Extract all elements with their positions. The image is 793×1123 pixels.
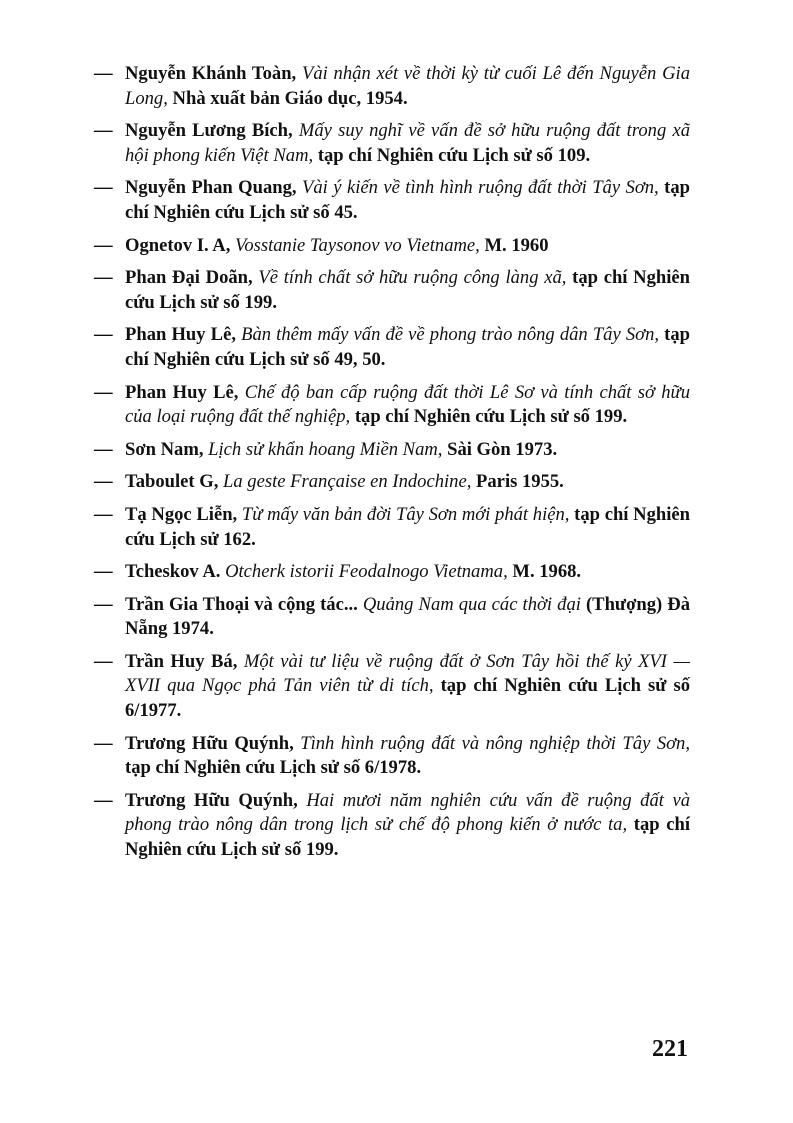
entry-author: Trương Hữu Quýnh, [125, 732, 294, 754]
bibliography-list [94, 62, 690, 871]
entry-title: Chế độ ban cấp ruộng đất thời Lê Sơ và tính chất sở hữu của loại ruộng đất thế nghiệp, [125, 381, 690, 428]
bibliography-entry [94, 470, 690, 495]
entry-dash: — [94, 324, 113, 346]
entry-publication: tạp chí Nghiên cứu Lịch sử số 6/1977. [125, 675, 690, 722]
entry-dash: — [94, 177, 113, 199]
entry-publication: tạp chí Nghiên cứu Lịch sử số 199. [125, 814, 690, 861]
entry-publication: tạp chí Nghiên cứu Lịch sử số 199. [354, 406, 628, 428]
entry-author: Nguyễn Lương Bích, [125, 120, 293, 142]
entry-dash: — [94, 561, 113, 583]
entry-publication: tạp chí Nghiên cứu Lịch sử 162. [125, 503, 690, 550]
entry-dash: — [94, 120, 113, 142]
bibliography-entry [94, 438, 690, 463]
page-number: 221 [652, 1036, 688, 1062]
entry-publication: tạp chí Nghiên cứu Lịch sử số 109. [317, 144, 591, 166]
bibliography-entry [94, 266, 690, 315]
entry-dash: — [94, 503, 113, 525]
entry-title: Mấy suy nghĩ về vấn đề sở hữu ruộng đất trong xã hội phong kiến Việt Nam, [125, 120, 690, 166]
entry-title: Vosstanie Taysonov vo Vietname, [235, 234, 480, 256]
bibliography-entry [94, 732, 690, 781]
entry-title: Quảng Nam qua các thời đại [362, 593, 581, 615]
entry-author: Trần Gia Thoại và cộng tác... [125, 593, 358, 615]
entry-author: Trần Huy Bá, [125, 650, 238, 672]
entry-author: Sơn Nam, [125, 438, 204, 460]
entry-publication: tạp chí Nghiên cứu Lịch sử số 49, 50. [125, 324, 690, 370]
entry-author: Tcheskov A. [125, 561, 221, 583]
entry-title: Về tính chất sở hữu ruộng công làng xã, [258, 267, 567, 289]
entry-dash: — [94, 650, 113, 672]
bibliography-entry [94, 381, 690, 430]
bibliography-entry [94, 62, 690, 111]
entry-dash: — [94, 593, 113, 615]
bibliography-entry [94, 503, 690, 552]
entry-publication: tạp chí Nghiên cứu Lịch sử số 45. [125, 177, 690, 223]
entry-dash: — [94, 471, 113, 493]
entry-publication: M. 1960 [484, 234, 549, 256]
entry-dash: — [94, 381, 113, 403]
entry-title: La geste Française en Indochine, [223, 471, 472, 493]
entry-author: Phan Đại Doãn, [125, 267, 253, 289]
entry-title: Một vài tư liệu về ruộng đất ở Sơn Tây hồi thế kỷ XVI — XVII qua Ngọc phả Tản viên từ di tích, [125, 650, 690, 697]
entry-author: Taboulet G, [125, 471, 219, 493]
entry-dash: — [94, 438, 113, 460]
entry-publication: tạp chí Nghiên cứu Lịch sử số 6/1978. [125, 757, 422, 779]
entry-publication: Sài Gòn 1973. [447, 438, 558, 460]
entry-title: Hai mươi năm nghiên cứu vấn đề ruộng đất và phong trào nông dân trong lịch sử chế độ phong kiến ở nước ta, [125, 789, 690, 836]
entry-title: Otcherk istorii Feodalnogo Vietnama, [225, 561, 508, 583]
entry-publication: (Thượng) Đà Nẵng 1974. [125, 593, 690, 640]
entry-dash: — [94, 732, 113, 754]
entry-title: Vài nhận xét về thời kỳ từ cuối Lê đến Nguyễn Gia Long, [125, 63, 690, 109]
entry-dash: — [94, 63, 113, 84]
entry-title: Từ mấy văn bản đời Tây Sơn mới phát hiện, [241, 503, 570, 525]
entry-author: Tạ Ngọc Liễn, [125, 503, 238, 525]
entry-author: Trương Hữu Quýnh, [125, 789, 298, 811]
bibliography-entry [94, 234, 690, 259]
entry-dash: — [94, 789, 113, 811]
bibliography-entry [94, 560, 690, 585]
entry-dash: — [94, 234, 113, 256]
entry-title: Vài ý kiến về tình hình ruộng đất thời Tây Sơn, [302, 177, 659, 199]
entry-publication: Nhà xuất bản Giáo dục, 1954. [172, 87, 408, 109]
entry-author: Nguyễn Phan Quang, [125, 177, 297, 199]
entry-publication: M. 1968. [512, 561, 582, 583]
bibliography-entry [94, 650, 690, 724]
bibliography-entry [94, 119, 690, 168]
bibliography-entry [94, 176, 690, 225]
entry-author: Ognetov I. A, [125, 234, 231, 256]
entry-title: Bàn thêm mấy vấn đề về phong trào nông dân Tây Sơn, [241, 324, 660, 346]
bibliography-entry [94, 789, 690, 863]
entry-title: Tình hình ruộng đất và nông nghiệp thời Tây Sơn, [300, 732, 690, 754]
entry-publication: tạp chí Nghiên cứu Lịch sử số 199. [125, 267, 690, 313]
bibliography-entry [94, 323, 690, 372]
bibliography-entry [94, 593, 690, 642]
entry-author: Phan Huy Lê, [125, 324, 236, 346]
entry-author: Nguyễn Khánh Toàn, [125, 63, 297, 84]
entry-author: Phan Huy Lê, [125, 381, 239, 403]
entry-publication: Paris 1955. [476, 471, 564, 493]
entry-title: Lịch sử khẩn hoang Miền Nam, [208, 438, 443, 460]
entry-dash: — [94, 267, 113, 289]
